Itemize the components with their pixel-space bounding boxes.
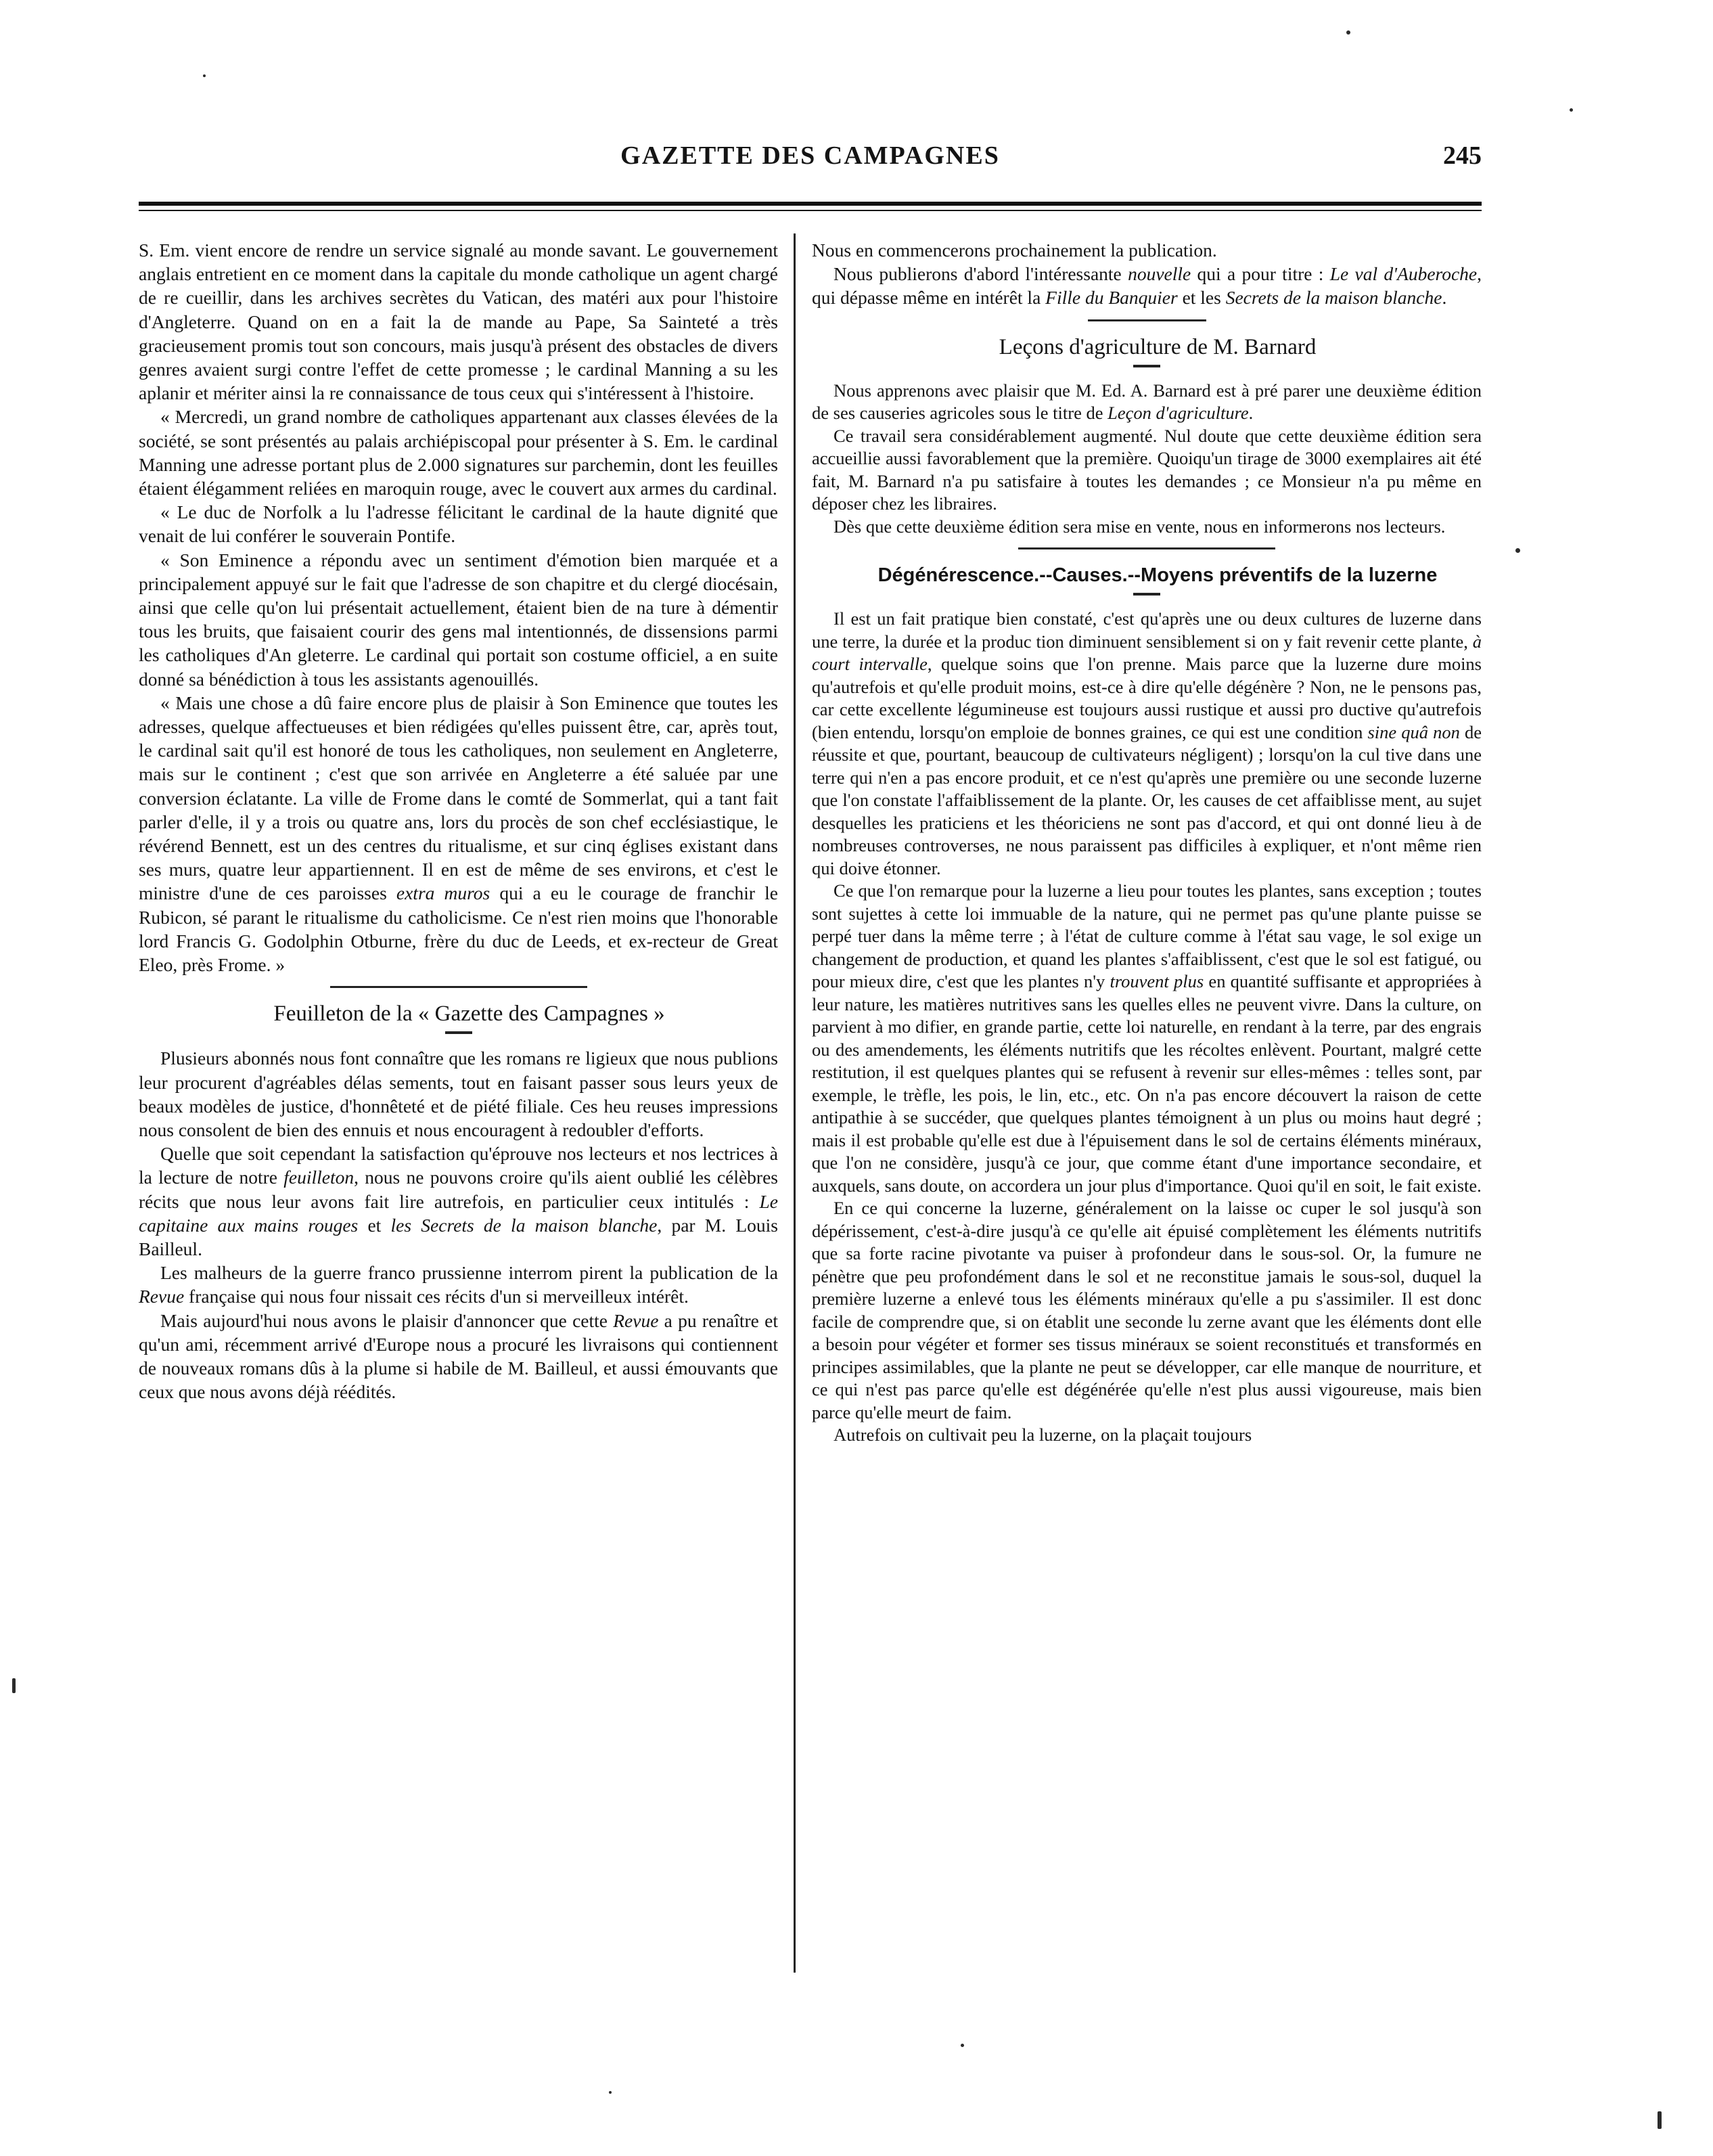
scan-speck <box>1570 108 1573 112</box>
guerre-italic-revue: Revue <box>139 1286 185 1307</box>
nouvelle-italic-fille: Fille du Banquier <box>1045 287 1178 309</box>
guerre-text-1: Les malheurs de la guerre franco prussienne interrom pirent la publication de la <box>160 1262 778 1284</box>
scan-speck <box>1658 2111 1662 2129</box>
paragraph-en-ce-qui-concerne: En ce qui concerne la luzerne, généralement on la laisse oc cuper le sol jusqu'à son dépérissement, c'est-à-dire jusqu'à ce qu'elle ait épuisé complètement les éléments nutritifs que sa forte racine pivotante va puiser à profondeur dans le sous-sol. Or, la fumure ne pénètre que peu profondément dans le sol et ne reconstitue jamais le sous-sol, duquel la première luzerne a enlevé tous les éléments minéraux qu'elle a pu s'assimiler. Il est donc facile de comprendre que, si on établit une seconde lu zerne avant que les éléments dont elle a besoin pour végéter et former ses tissus minéraux se soient reconstitués et transformés en principes assimilables, que la plante ne peut se développer, car elle manque de nourriture, et ce qui n'est pas parce qu'elle est dégénérée qu'elle n'est plus aussi vigoureuse, mais bien parce qu'elle meurt de faim. <box>812 1198 1482 1422</box>
satisfaction-italic-capitaine: Le capitaine aux mains rouges <box>139 1190 778 1236</box>
left-column <box>139 238 778 1403</box>
remarque-italic: trouvent plus <box>1110 971 1204 992</box>
heading-luzerne: Dégénérescence.--Causes.--Moyens préventifs de la luzerne <box>877 564 1438 587</box>
header-rule-thin <box>139 210 1482 211</box>
paragraph-manning-vatican: S. Em. vient encore de rendre un service signalé au monde savant. Le gouvernement anglais entretient en ce moment dans la capitale du monde catholique un agent chargé de re cueillir, dans les archives secrètes du Vatican, des matéri aux pour l'histoire d'Angleterre. Quand on en a fait la de mande au Pape, Sa Sainteté a très gracieusement promis tout son concours, mais jusqu'à présent des obstacles de divers genres avaient surgi contre l'effet de cette promesse ; le cardinal Manning a su les aplanir et mériter ainsi la re connaissance de tous ceux qui s'intéressent à l'histoire. <box>139 240 778 404</box>
paragraph-duc-norfolk: « Le duc de Norfolk a lu l'adresse félicitant le cardinal de la haute dignité que venait de lui conférer le souverain Pontife. <box>139 501 778 547</box>
page-header <box>139 141 1482 175</box>
guerre-text-2: française qui nous four nissait ces récits d'un si merveilleux intérêt. <box>184 1286 689 1307</box>
aujourdhui-text-2: a pu renaître et qu'un ami, récemment arrivé d'Europe nous a procuré les livraisons qui contiennent de nouveaux romans dûs à la plume si habile de M. Bailleul, et aussi émouvants que ceux que nous avons déjà réédités. <box>139 1309 778 1403</box>
nouvelle-text-3: , qui dépasse même en intérêt la <box>812 263 1482 309</box>
scan-speck <box>1515 548 1520 553</box>
satisfaction-italic-secrets: les Secrets de la maison blanche <box>390 1214 658 1236</box>
nouvelle-text-1: Nous publierons d'abord l'intéressante <box>833 263 1128 285</box>
paragraph-aujourdhui <box>139 1309 778 1404</box>
satisfaction-text-1: Quelle que soit cependant la satisfaction qu'éprouve nos lecteurs et nos lectrices à la lecture de notre <box>139 1143 778 1188</box>
paragraph-barnard-vente: Dès que cette deuxième édition sera mise en vente, nous en informerons nos lecteurs. <box>833 516 1446 537</box>
remarque-text-1: Ce que l'on remarque pour la luzerne a lieu pour toutes les plantes, sans exception ; toutes sont sujettes à cette loi immuable de la nature, qui ne permet pas qu'une plante puisse se perpé tuer dans la même terre ; à l'état de culture comme à l'état sau vage, le sol exige un changement de production, et quand les plantes s'affaiblissent, c'est que le sol est fatigué, ou pour mieux dire, c'est que les plantes n'y <box>812 880 1482 992</box>
heading-dash <box>445 1031 472 1034</box>
fait-text-3: de réussite et que, pourtant, beaucoup de cultivateurs négligent) ; lorsqu'on la cul tive dans une terre qui n'en a pas encore produit, et ce n'est qu'après une première ou une seconde luzerne que l'on constate l'affaiblissement de la plante. Or, les causes de cet affaiblisse ment, au sujet desquelles les praticiens et les théoriciens ne sont pas d'accord, et qui ont donné lieu à de nombreuses controverses, ne nous paraissent pas difficiles à expliquer, et n'ont même rien qui doive étonner. <box>812 721 1482 878</box>
paragraph-fait-pratique <box>812 608 1482 880</box>
scan-speck <box>961 2044 964 2047</box>
paragraph-son-eminence: « Son Eminence a répondu avec un sentiment d'émotion bien marquée et a principalement appuyé sur le fait que l'adresse de son chapitre et du clergé diocésain, ainsi que celle qu'on lui présentait actuellement, étaient bien de na ture à démentir tous les bruits, que faisaient courir des gens mal intentionnés, de dissensions parmi les catholiques d'An gleterre. Le cardinal qui portait son costume officiel, a en suite donné sa bénédiction à tous les assistants agenouillés. <box>139 549 778 690</box>
header-rule-thick <box>139 202 1482 206</box>
paragraph-remarque <box>812 880 1482 1197</box>
fait-text-2: , quelque soins que l'on prenne. Mais parce que la luzerne dure moins qu'autrefois et qu'elle produit moins, est-ce à dire qu'elle dégénère ? Non, ne le pensons pas, car cette excellente légumineuse est toujours aussi rustique et aussi pro ductive qu'autrefois (bien entendu, lorsqu'on emploie de bonnes graines, ce qui est une condition <box>812 654 1482 742</box>
scan-speck <box>1346 30 1350 35</box>
right-column <box>812 238 1482 1447</box>
paragraph-conversion <box>139 691 778 976</box>
scan-speck <box>609 2091 612 2094</box>
satisfaction-italic-feuilleton: feuilleton <box>283 1167 355 1188</box>
heading-feuilleton: Feuilleton de la « Gazette des Campagnes » <box>273 1002 665 1027</box>
nouvelle-italic-secrets: Secrets de la maison blanche <box>1225 287 1442 309</box>
fait-italic-sine-qua-non: sine quâ non <box>1367 721 1460 742</box>
paragraph-guerre <box>139 1261 778 1308</box>
satisfaction-text-2: , nous ne pouvons croire qu'ils aient oublié les célèbres récits que nous leur avons fait lire autrefois, en particulier ceux intitulés : <box>139 1167 778 1212</box>
paragraph-satisfaction <box>139 1142 778 1261</box>
paragraph-conversion-text-1: « Mais une chose a dû faire encore plus de plaisir à Son Eminence que toutes les adresses, quelque affectueuses et bien rédigées qu'elles puissent être, car, après tout, le cardinal sait qu'il est honoré de tous les catholiques, non seulement en Angleterre, mais sur le continent ; c'est que son arrivée en Angleterre a été saluée par une conversion éclatante. La ville de Frome dans le comté de Sommerlat, qui a tant fait parler d'elle, il y a trois ou quatre ans, lors du procès de son chef ecclésiastique, le révérend Bennett, est un des centres du ritualisme, et sur cinq églises existant dans ses murs, quatre leur appartiennent. Il en est de même de ses environs, et c'est le ministre d'une de ces paroisses <box>139 692 778 904</box>
heading-dash <box>1133 365 1160 367</box>
column-separator <box>794 233 796 1973</box>
barnard-italic-lecon: Leçon d'agriculture <box>1107 403 1249 424</box>
barnard-text-2: . <box>1248 403 1254 424</box>
paragraph-conversion-text-2: qui a eu le courage de franchir le Rubicon, sé parant le ritualisme du catholicisme. Ce n'est rien moins que l'honorable lord Francis G. Godolphin Otburne, frère du duc de Leeds, et ex-recteur de Great Eleo, près Frome. » <box>139 882 778 976</box>
nouvelle-text-4: et les <box>1177 287 1226 309</box>
nouvelle-text-5: . <box>1442 287 1447 309</box>
fait-italic-intervalle: à court intervalle <box>812 631 1482 675</box>
heading-dash <box>1133 593 1160 596</box>
section-separator <box>1018 547 1275 549</box>
page-number: 245 <box>1443 141 1482 170</box>
paragraph-mercredi: « Mercredi, un grand nombre de catholiques appartenant aux classes élevées de la société, se sont présentés au palais archiépiscopal pour présenter à S. Em. le cardinal Manning une adresse portant plus de 2.000 signatures sur parchemin, dont les feuilles étaient élégamment reliées en maroquin rouge, avec le couvert aux armes du cardinal. <box>139 406 778 499</box>
newspaper-title: GAZETTE DES CAMPAGNES <box>620 141 1000 170</box>
paragraph-publication: Nous en commencerons prochainement la publication. <box>812 240 1217 261</box>
barnard-text-1: Nous apprenons avec plaisir que M. Ed. A. Barnard est à pré parer une deuxième édition de ses causeries agricoles sous le titre de <box>812 380 1482 424</box>
nouvelle-italic-val: Le val d'Auberoche <box>1329 263 1478 285</box>
heading-barnard: Leçons d'agriculture de M. Barnard <box>999 334 1317 359</box>
paragraph-nouvelle <box>812 262 1482 309</box>
paragraph-abonnes: Plusieurs abonnés nous font connaître que les romans re ligieux que nous publions leur procurent d'agréables délas sements, tout en faisant passer sous leurs yeux de beaux modèles de justice, d'honnêteté et de piété filiale. Ces heu reuses impressions nous consolent de bien des ennuis et nous encouragent à redoubler d'efforts. <box>139 1048 778 1140</box>
fait-text-1: Il est un fait pratique bien constaté, c'est qu'après une ou deux cultures de luzerne dans une terre, la durée et la produc tion diminuent sensiblement si on y fait revenir cette plante, <box>812 608 1482 652</box>
section-separator <box>330 986 587 988</box>
nouvelle-italic-1: nouvelle <box>1128 263 1191 285</box>
satisfaction-text-4: , par M. Louis Bailleul. <box>139 1214 778 1259</box>
paragraph-barnard-edition <box>812 380 1482 425</box>
paragraph-conversion-italic: extra muros <box>396 882 490 904</box>
paragraph-barnard-travail: Ce travail sera considérablement augmenté. Nul doute que cette deuxième édition sera accueillie aussi favorablement que la première. Quoiqu'un tirage de 3000 exemplaires ait été fait, M. Barnard n'a pu satisfaire à toutes les demandes ; ce Monsieur n'a pu même en déposer chez les libraires. <box>812 425 1482 514</box>
aujourdhui-italic-revue: Revue <box>613 1309 659 1331</box>
remarque-text-2: en quantité suffisante et appropriées à leur nature, les matières nutritives sans les quelles elles ne peuvent vivre. Dans la culture, on parvient à mo difier, en grande partie, cette loi naturelle, en rendant à la terre, par des engrais ou des amendements, les éléments nutritifs que les récoltes enlèvent. Pourtant, malgré cette restitution, il est quelques plantes qui se refusent à revenir sur elles-mêmes : telles sont, par exemple, le trèfle, les pois, le lin, etc., etc. On n'a pas encore découvert la raison de cette antipathie à se succéder, que quelques plantes témoignent à un plus ou moins haut degré ; mais il est probable qu'elle est due à l'épuisement dans le sol de certains éléments minéraux, que l'on ne considère, jusqu'à ce jour, que comme étant d'une importance secondaire, et auxquels, sans doute, on accordera un jour plus d'importance. Quoi qu'il en soit, le fait existe. <box>812 971 1482 1196</box>
section-separator <box>1088 319 1206 321</box>
paragraph-autrefois: Autrefois on cultivait peu la luzerne, on la plaçait toujours <box>833 1424 1252 1445</box>
aujourdhui-text-1: Mais aujourd'hui nous avons le plaisir d'annoncer que cette <box>160 1309 614 1331</box>
scan-speck <box>203 74 206 77</box>
nouvelle-text-2: qui a pour titre : <box>1191 263 1330 285</box>
satisfaction-text-3: et <box>358 1214 391 1236</box>
scan-speck <box>12 1678 16 1693</box>
